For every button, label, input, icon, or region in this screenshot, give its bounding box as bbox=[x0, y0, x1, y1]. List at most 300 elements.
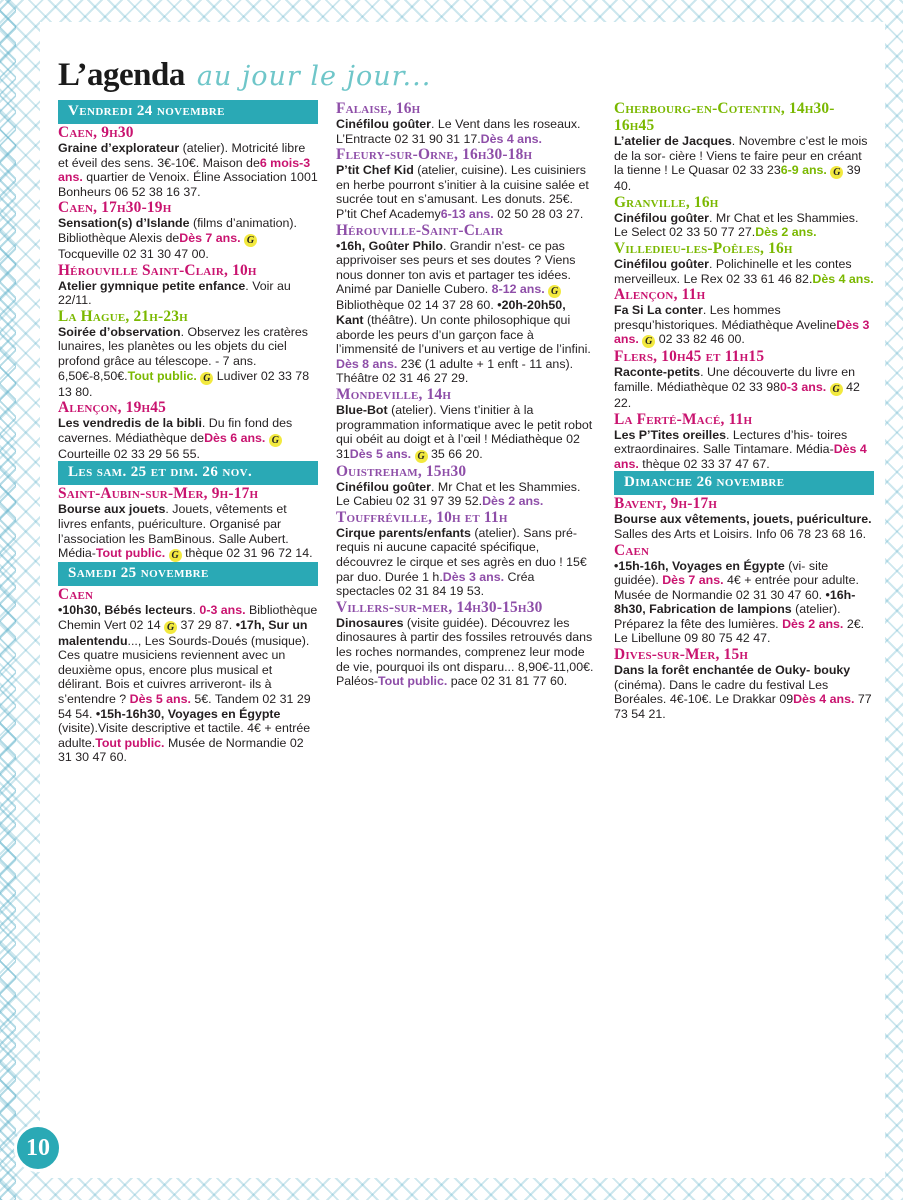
entry-text: . bbox=[731, 134, 736, 148]
entry-line bbox=[451, 674, 567, 688]
entry-text: Sans pré-requis ni aucune capacité bbox=[336, 525, 578, 555]
entry-line bbox=[96, 707, 281, 721]
entry-title-cont: lampions bbox=[737, 602, 792, 617]
entry-text: 25€. P’tit Chef Academy bbox=[336, 192, 573, 221]
entry-alencon-19h45 bbox=[58, 399, 318, 461]
entry-text: Salles des Arts et Loisirs. Info 06 78 bbox=[614, 526, 811, 541]
entry-title: Sensation(s) d’Islande bbox=[58, 216, 190, 231]
gratuit-badge-icon: G bbox=[415, 450, 428, 463]
entry-body bbox=[614, 257, 874, 286]
entry-text-cont: 2€. Le bbox=[614, 616, 865, 646]
entry-text: (cinéma). Dans le cadre du bbox=[614, 677, 763, 692]
entry-line bbox=[58, 502, 273, 516]
gratuit-badge-icon: G bbox=[244, 234, 257, 247]
entry-text: 31 30 47 60. bbox=[753, 587, 823, 602]
entry-text: Salle Aubert. Média- bbox=[58, 531, 289, 561]
entry-text: contes merveilleux. bbox=[614, 256, 852, 286]
entry-fleury-16h30 bbox=[336, 146, 596, 221]
entry-text: avis et partager tes idées. Animé bbox=[336, 267, 571, 297]
day-header-sam-dim: Les sam. 25 et dim. 26 nov. bbox=[58, 461, 318, 485]
entry-location: La Ferté-Macé, 11h bbox=[614, 410, 753, 428]
entry-text: par Danielle Cubero. bbox=[374, 282, 492, 297]
entry-body bbox=[614, 365, 874, 410]
entry-line bbox=[631, 631, 770, 645]
age-range: Dès 6 ans. bbox=[204, 430, 266, 445]
entry-text: . Polichinelle et les bbox=[709, 256, 812, 271]
entry-line bbox=[58, 279, 249, 293]
entry-body bbox=[614, 559, 874, 647]
entry-line bbox=[657, 380, 843, 394]
entry-text: Libellune 09 80 75 42 47. bbox=[631, 631, 771, 646]
entry-text: Ludiver 02 33 78 13 80. bbox=[58, 368, 310, 399]
entry-text: 02 50 28 03 27. bbox=[497, 206, 584, 221]
entry-body bbox=[58, 502, 318, 562]
page-title-script: au jour le jour... bbox=[196, 61, 432, 92]
entry-title: P’tit Chef Kid bbox=[336, 163, 414, 178]
entry-line bbox=[797, 512, 872, 526]
age-range: Tout public. bbox=[95, 546, 166, 561]
entry-caen-samedi bbox=[58, 586, 318, 765]
entry-location: Caen, 9h30 bbox=[58, 124, 134, 141]
entry-title-cont: bouky bbox=[813, 663, 851, 678]
entry-text: les objets du ciel profond grâce au bbox=[58, 339, 287, 368]
entry-text-cont: 5€. bbox=[190, 692, 212, 707]
entry-text: Shammies. bbox=[796, 210, 859, 225]
bullet-marker: • bbox=[497, 298, 502, 313]
entry-line bbox=[614, 303, 781, 317]
entry-text: quatre musiciens reviennent avec un bbox=[83, 648, 286, 663]
entry-text: Médiathèque de bbox=[115, 430, 205, 445]
entry-text: Courteille 02 33 29 56 55. bbox=[58, 446, 200, 461]
entry-title: Soirée d’observation bbox=[58, 324, 181, 339]
page-number-badge bbox=[14, 1124, 62, 1172]
entry-line bbox=[753, 588, 822, 602]
entry-line bbox=[669, 149, 862, 163]
entry-text: Novembre c’est le mois de la sor- bbox=[614, 134, 868, 163]
entry-text: Le Quasar 02 33 23 bbox=[671, 163, 781, 178]
entry-text: Créa spectacles 02 31 84 19 53. bbox=[336, 569, 535, 599]
entry-line bbox=[336, 494, 543, 508]
entry-text: (théâtre). bbox=[363, 312, 418, 327]
bullet-marker: • bbox=[235, 617, 241, 632]
age-range: Dès 4 ans. bbox=[480, 131, 542, 146]
entry-text: ce pas apprivoiser ses peurs et ses bbox=[336, 238, 565, 268]
entry-text: et délirant. Bois et cuivres arriveront- bbox=[58, 662, 273, 692]
entry-text: petit robot qui obéit au doigt et à l’œil ! bbox=[336, 417, 593, 447]
entry-body bbox=[614, 428, 874, 472]
entry-ouistreham-15h30 bbox=[336, 463, 596, 509]
entry-line bbox=[58, 325, 241, 339]
entry-body bbox=[336, 403, 596, 463]
entry-title: L’atelier de Jacques bbox=[614, 134, 732, 148]
entry-title: 17h, Sur un malentendu bbox=[58, 617, 308, 648]
day-header-samedi-25: Samedi 25 novembre bbox=[58, 562, 318, 586]
entry-text: Bibliothèque 02 14 37 28 60. bbox=[336, 298, 494, 313]
entry-body bbox=[614, 512, 874, 541]
entry-title: Les P’Tites oreilles bbox=[614, 427, 727, 442]
entry-text: ils à s’entendre ? bbox=[58, 677, 272, 707]
entry-line bbox=[614, 512, 793, 526]
entry-location: Saint-Aubin-sur-Mer, 9h-17h bbox=[58, 485, 259, 503]
entry-text: (atelier). Viens t’initier à la bbox=[387, 402, 534, 417]
entry-location: Alençon, 11h bbox=[614, 286, 706, 304]
entry-location: Caen, 17h30-19h bbox=[58, 199, 172, 217]
entry-text: Tocqueville 02 31 30 47 00. bbox=[58, 246, 209, 261]
age-range: Dès 7 ans. bbox=[179, 230, 241, 245]
entry-line bbox=[115, 431, 282, 445]
entry-line bbox=[336, 163, 507, 177]
entry-text: . Mr Chat et les bbox=[431, 479, 516, 494]
entry-text: 8,90€-11,00€. Paléos- bbox=[336, 659, 594, 689]
entry-text: Médiathèque 02 33 98 bbox=[656, 379, 781, 394]
entry-la-hague-21h bbox=[58, 308, 318, 399]
entry-title: Blue-Bot bbox=[336, 402, 388, 417]
entry-location: La Hague, 21h-23h bbox=[58, 307, 188, 325]
entry-alencon-11h bbox=[614, 286, 874, 348]
entry-title: Raconte-petits bbox=[614, 365, 701, 380]
entry-text: (atelier). Préparez la fête bbox=[614, 602, 841, 631]
entry-text: + 1 enft - 11 ans). Théâtre 02 31 46 bbox=[336, 356, 574, 386]
entry-body bbox=[336, 117, 596, 146]
entry-text: doutes ? Viens nous donner ton bbox=[336, 253, 576, 282]
entry-title: Dinosaures bbox=[336, 615, 404, 630]
entry-saint-aubin-9h bbox=[58, 485, 318, 562]
age-range: 0-3 ans. bbox=[780, 379, 827, 394]
entry-location: Bavent, 9h-17h bbox=[614, 495, 718, 513]
entry-text: thèque 02 31 96 72 14. bbox=[185, 546, 313, 561]
entry-text: Le Cabieu 02 31 97 39 52. bbox=[336, 494, 483, 509]
age-range: Dès 3 ans. bbox=[614, 317, 870, 347]
entry-location: Fleury-sur-Orne, 16h30-18h bbox=[336, 146, 533, 164]
entry-text: et livres enfants, puériculture. Organisé bbox=[58, 502, 287, 531]
entry-text: ..., Les bbox=[127, 633, 165, 648]
entry-text: programmation informatique avec le bbox=[336, 417, 534, 432]
entry-line bbox=[58, 416, 241, 430]
entry-line bbox=[336, 418, 534, 432]
entry-line bbox=[377, 192, 546, 206]
entry-text: par l’association les BamBinous. bbox=[58, 516, 282, 546]
gratuit-badge-icon: G bbox=[200, 372, 213, 385]
entry-text: . bbox=[245, 278, 249, 293]
page-title-main: L’agenda bbox=[58, 57, 185, 93]
entry-text: L’Entracte 02 31 90 31 17. bbox=[336, 131, 481, 146]
entry-text-cont: 4€ + entrée bbox=[723, 573, 791, 588]
entry-text: thèque 02 33 37 47 67. bbox=[642, 456, 770, 471]
entry-text: Découvrez les dinosaures à partir bbox=[336, 615, 570, 645]
entry-caen-9h30 bbox=[58, 124, 318, 199]
entry-line bbox=[336, 117, 530, 131]
entry-line bbox=[614, 257, 812, 271]
entry-text: (visite guidée). bbox=[403, 615, 488, 630]
entry-line bbox=[58, 231, 257, 245]
entry-title: Fa Si La conter bbox=[614, 303, 703, 318]
entry-body bbox=[58, 603, 318, 765]
day-header-vendredi-24: Vendredi 24 novembre bbox=[58, 100, 318, 124]
entry-line bbox=[614, 527, 811, 541]
entry-cherbourg-14h30 bbox=[614, 100, 874, 194]
entry-line bbox=[642, 457, 769, 471]
entry-line bbox=[659, 332, 745, 346]
entry-text: de l’infini. bbox=[539, 342, 591, 357]
entry-line bbox=[614, 318, 718, 332]
entry-line bbox=[614, 134, 735, 148]
entry-title: 16h-8h30, Fabrication de bbox=[614, 587, 856, 617]
entry-text: Musée de Normandie 02 31 30 47 60. bbox=[58, 735, 304, 765]
entry-text: Salle Tintamare. Média- bbox=[702, 442, 834, 457]
entry-location: Flers, 10h45 et 11h15 bbox=[614, 348, 765, 366]
entry-title: Cinéfilou goûter bbox=[336, 117, 431, 131]
entry-title: 15h-16h30, Voyages en Égypte bbox=[100, 706, 281, 721]
entry-title: 15h-16h, Voyages en Égypte bbox=[618, 558, 785, 573]
entry-location: Caen bbox=[614, 541, 650, 559]
entry-falaise-16h bbox=[336, 100, 596, 146]
entry-text: 3€-10€. Maison de bbox=[157, 155, 260, 170]
entry-text: Tandem 02 31 29 54 54. bbox=[58, 692, 311, 721]
entry-text: . Lectures d’his- bbox=[726, 427, 814, 442]
entry-line bbox=[375, 282, 562, 296]
age-range: 6-13 ans. bbox=[440, 206, 494, 221]
entry-text: . Du fin bbox=[201, 416, 242, 431]
entry-title: Bourse aux vêtements, jouets, bbox=[614, 512, 794, 527]
entry-line bbox=[434, 371, 468, 385]
age-range: Dès 5 ans. bbox=[129, 692, 191, 707]
entry-title: 10h30, Bébés lecteurs bbox=[62, 603, 193, 618]
day-header-dimanche-26: Dimanche 26 novembre bbox=[614, 471, 874, 495]
entry-title: Cinéfilou goûter bbox=[614, 210, 709, 225]
age-range: Dès 2 ans. bbox=[782, 616, 844, 631]
entry-text: . Mr Chat et les bbox=[709, 210, 794, 225]
entry-text: Les cuisiniers en herbe pourront bbox=[336, 163, 586, 192]
entry-line bbox=[684, 272, 874, 286]
entry-line bbox=[353, 660, 514, 674]
age-range: Dès 5 ans. bbox=[349, 446, 412, 461]
entry-text: les peurs d’un garçon face à bbox=[378, 327, 534, 342]
entry-text: Bibliothèque Chemin Vert 02 14 bbox=[58, 603, 318, 632]
entry-body bbox=[58, 325, 318, 399]
entry-text: 77 73 54 21. bbox=[614, 692, 872, 721]
entry-text: Voir au 22/11. bbox=[58, 278, 291, 308]
entry-text: . Le Vent dans les bbox=[431, 117, 530, 131]
entry-text: les cratères lunaires, les planètes ou bbox=[58, 324, 308, 354]
entry-text: 4€-10€. Le Drakkar 09 bbox=[669, 692, 794, 707]
entry-line bbox=[336, 616, 488, 630]
entry-granville-16h bbox=[614, 194, 874, 240]
agenda-column-2 bbox=[336, 100, 596, 765]
entry-text: . Observez bbox=[180, 324, 241, 339]
entry-text: Shammies. bbox=[518, 479, 581, 494]
entry-text: 1001 Bonheurs 06 52 38 16 37. bbox=[58, 170, 318, 199]
entry-location: Villedieu-les-Poêles, 16h bbox=[614, 239, 793, 257]
entry-line bbox=[614, 559, 805, 573]
entry-line bbox=[533, 117, 581, 131]
entry-touffreville-10h bbox=[336, 509, 596, 599]
entry-text: vie, pourquoi ils ont disparu... bbox=[353, 659, 515, 674]
entry-body bbox=[336, 480, 596, 509]
entry-line bbox=[614, 225, 817, 239]
entry-location: Mondeville, 14h bbox=[336, 385, 452, 403]
entry-body bbox=[58, 216, 318, 261]
entry-body bbox=[336, 163, 596, 221]
entry-text: pour adulte. Musée de Normandie 02 bbox=[614, 573, 859, 602]
entry-body bbox=[614, 303, 874, 348]
entry-line bbox=[185, 546, 312, 560]
entry-text: deuxième opus, encore plus musical bbox=[58, 662, 259, 677]
entry-body bbox=[58, 416, 318, 461]
entry-line bbox=[670, 692, 855, 706]
entry-line bbox=[671, 163, 843, 177]
entry-text: (atelier). bbox=[179, 141, 229, 155]
entry-la-ferte-mace-11h bbox=[614, 411, 874, 472]
entry-line bbox=[58, 447, 200, 461]
entry-text: 02 33 82 46 00. bbox=[658, 332, 745, 347]
age-range: Dès 4 ans. bbox=[793, 692, 855, 707]
bullet-marker: • bbox=[336, 238, 341, 253]
agenda-columns bbox=[58, 100, 876, 765]
entry-line bbox=[614, 163, 668, 177]
entry-text: l’immensité de l’univers et au vertige bbox=[336, 342, 536, 357]
entry-text: (vi- bbox=[784, 558, 806, 573]
entry-title: Cinéfilou goûter bbox=[614, 256, 709, 271]
bullet-marker: • bbox=[825, 587, 830, 602]
entry-text: 23 68 16. bbox=[814, 526, 867, 541]
entry-text: festival Les Boréales. bbox=[614, 677, 829, 707]
gratuit-badge-icon: G bbox=[830, 166, 843, 179]
entry-text: 4€ + entrée adulte. bbox=[58, 721, 311, 750]
entry-line bbox=[336, 403, 533, 417]
entry-line bbox=[58, 247, 209, 261]
entry-text: des lumières. bbox=[704, 616, 783, 631]
entry-text: s’initier à la cuisine salée et sucrée bbox=[336, 177, 589, 207]
entry-text: Un conte philosophique qui aborde bbox=[336, 312, 571, 342]
entry-line bbox=[814, 527, 866, 541]
gratuit-badge-icon: G bbox=[642, 335, 655, 348]
entry-line bbox=[614, 663, 810, 677]
agenda-column-1 bbox=[58, 100, 318, 765]
agenda-column-3 bbox=[614, 100, 874, 765]
entry-text: . Grandir n’est- bbox=[442, 238, 525, 253]
entry-text: la tienne ! bbox=[614, 163, 668, 178]
entry-title: Atelier gymnique petite enfance bbox=[58, 278, 246, 293]
entry-caen-dimanche bbox=[614, 542, 874, 647]
entry-text: . Les hommes bbox=[702, 303, 781, 318]
entry-text: cière ! Viens te faire peur en créant bbox=[669, 148, 862, 163]
entry-dives-15h bbox=[614, 646, 874, 721]
entry-text: 37 29 87. bbox=[180, 617, 233, 632]
bullet-marker: • bbox=[95, 706, 101, 721]
gratuit-badge-icon: G bbox=[548, 285, 561, 298]
entry-line bbox=[181, 618, 233, 632]
entry-line bbox=[58, 216, 223, 230]
entry-line bbox=[518, 480, 580, 494]
age-range: Tout public. bbox=[95, 735, 165, 750]
age-range: 6 mois-3 ans. bbox=[58, 155, 311, 185]
entry-line bbox=[378, 328, 534, 342]
entry-text: Bibliothèque Alexis de bbox=[58, 230, 180, 245]
gratuit-badge-icon: G bbox=[830, 383, 843, 396]
gratuit-badge-icon: G bbox=[164, 621, 177, 634]
entry-text: pace 02 31 81 77 60. bbox=[450, 674, 568, 689]
entry-text: télescope. bbox=[155, 353, 212, 368]
entry-title: 16h, Goûter Philo bbox=[340, 238, 443, 253]
entry-title: Les vendredis de la bibli bbox=[58, 416, 202, 431]
entry-body bbox=[336, 526, 596, 599]
entry-text: 15€ par duo. Durée 1 h. bbox=[336, 555, 587, 584]
entry-text: roseaux. bbox=[532, 117, 581, 131]
entry-text: Médiathèque 02 31 bbox=[336, 432, 580, 461]
entry-text: Le Rex 02 33 61 46 82. bbox=[683, 271, 813, 286]
entry-title: Bourse aux jouets bbox=[58, 502, 166, 517]
entry-line bbox=[431, 447, 483, 461]
entry-text: (atelier, cuisine). bbox=[413, 163, 508, 178]
entry-location: Ouistreham, 15h30 bbox=[336, 462, 467, 480]
entry-text: (atelier). bbox=[470, 525, 520, 540]
entry-text: 42 22. bbox=[614, 379, 860, 410]
entry-text: 39 40. bbox=[614, 163, 861, 194]
entry-title: Cirque parents/enfants bbox=[336, 525, 471, 540]
entry-line bbox=[336, 342, 536, 356]
gratuit-badge-icon: G bbox=[269, 434, 282, 447]
entry-location: Falaise, 16h bbox=[336, 100, 421, 117]
entry-villers-14h30 bbox=[336, 599, 596, 689]
entry-text: d’animation). bbox=[226, 216, 297, 231]
entry-line bbox=[336, 526, 520, 540]
entry-text: Motricité libre et éveil des sens. bbox=[58, 141, 306, 170]
entry-villedieu-16h bbox=[614, 240, 874, 286]
age-range: Dès 7 ans. bbox=[662, 573, 724, 588]
entry-location: Touffréville, 10h et 11h bbox=[336, 508, 508, 526]
entry-line bbox=[336, 239, 525, 253]
entry-herouville-samedi bbox=[336, 222, 596, 386]
entry-line bbox=[84, 648, 286, 662]
bullet-marker: • bbox=[58, 603, 63, 618]
entry-line bbox=[336, 480, 515, 494]
entry-flers-10h45 bbox=[614, 348, 874, 410]
entry-title: puériculture. bbox=[796, 512, 872, 527]
entry-caen-17h30 bbox=[58, 199, 318, 261]
page-title bbox=[58, 40, 876, 94]
entry-line bbox=[226, 216, 297, 230]
entry-line bbox=[796, 211, 858, 225]
entry-title: Graine d’explorateur bbox=[58, 141, 180, 155]
age-range: Dès 2 ans. bbox=[482, 494, 544, 509]
entry-text: toires extraordinaires. bbox=[614, 427, 848, 457]
age-range: Tout public. bbox=[378, 674, 448, 689]
entry-herouville-10h bbox=[58, 262, 318, 308]
age-range: 8-12 ans. bbox=[491, 282, 545, 297]
entry-text: (films bbox=[189, 216, 223, 231]
agenda-page bbox=[58, 40, 876, 1170]
entry-line bbox=[497, 207, 583, 221]
entry-title: Dans la forêt enchantée de Ouky- bbox=[614, 663, 811, 678]
age-range: Dès 8 ans. bbox=[336, 356, 398, 371]
entry-body bbox=[336, 239, 596, 386]
entry-line bbox=[58, 603, 246, 617]
entry-text: 27 29. bbox=[433, 371, 469, 386]
entry-text: Médiathèque Aveline bbox=[721, 317, 837, 332]
entry-text: des fossiles retrouvés dans les roches bbox=[336, 630, 593, 660]
entry-location: Caen bbox=[58, 586, 94, 604]
entry-text: . Une découverte du bbox=[700, 365, 812, 380]
entry-text: 35 66 20. bbox=[431, 446, 483, 461]
entry-text: spécifique, découvrez le cirque et bbox=[336, 540, 540, 570]
entry-body bbox=[614, 663, 874, 721]
entry-location: Dives-sur-Mer, 15h bbox=[614, 646, 749, 664]
entry-text: tout en s’amusant. Les donuts. bbox=[376, 192, 546, 207]
age-range: Tout public. bbox=[127, 368, 197, 383]
entry-location: Cherbourg-en-Cotentin, 14h30-16h45 bbox=[614, 100, 835, 134]
entry-text: Sourds-Doués (musique). Ces bbox=[58, 633, 310, 663]
age-range: Dès 4 ans. bbox=[812, 271, 874, 286]
